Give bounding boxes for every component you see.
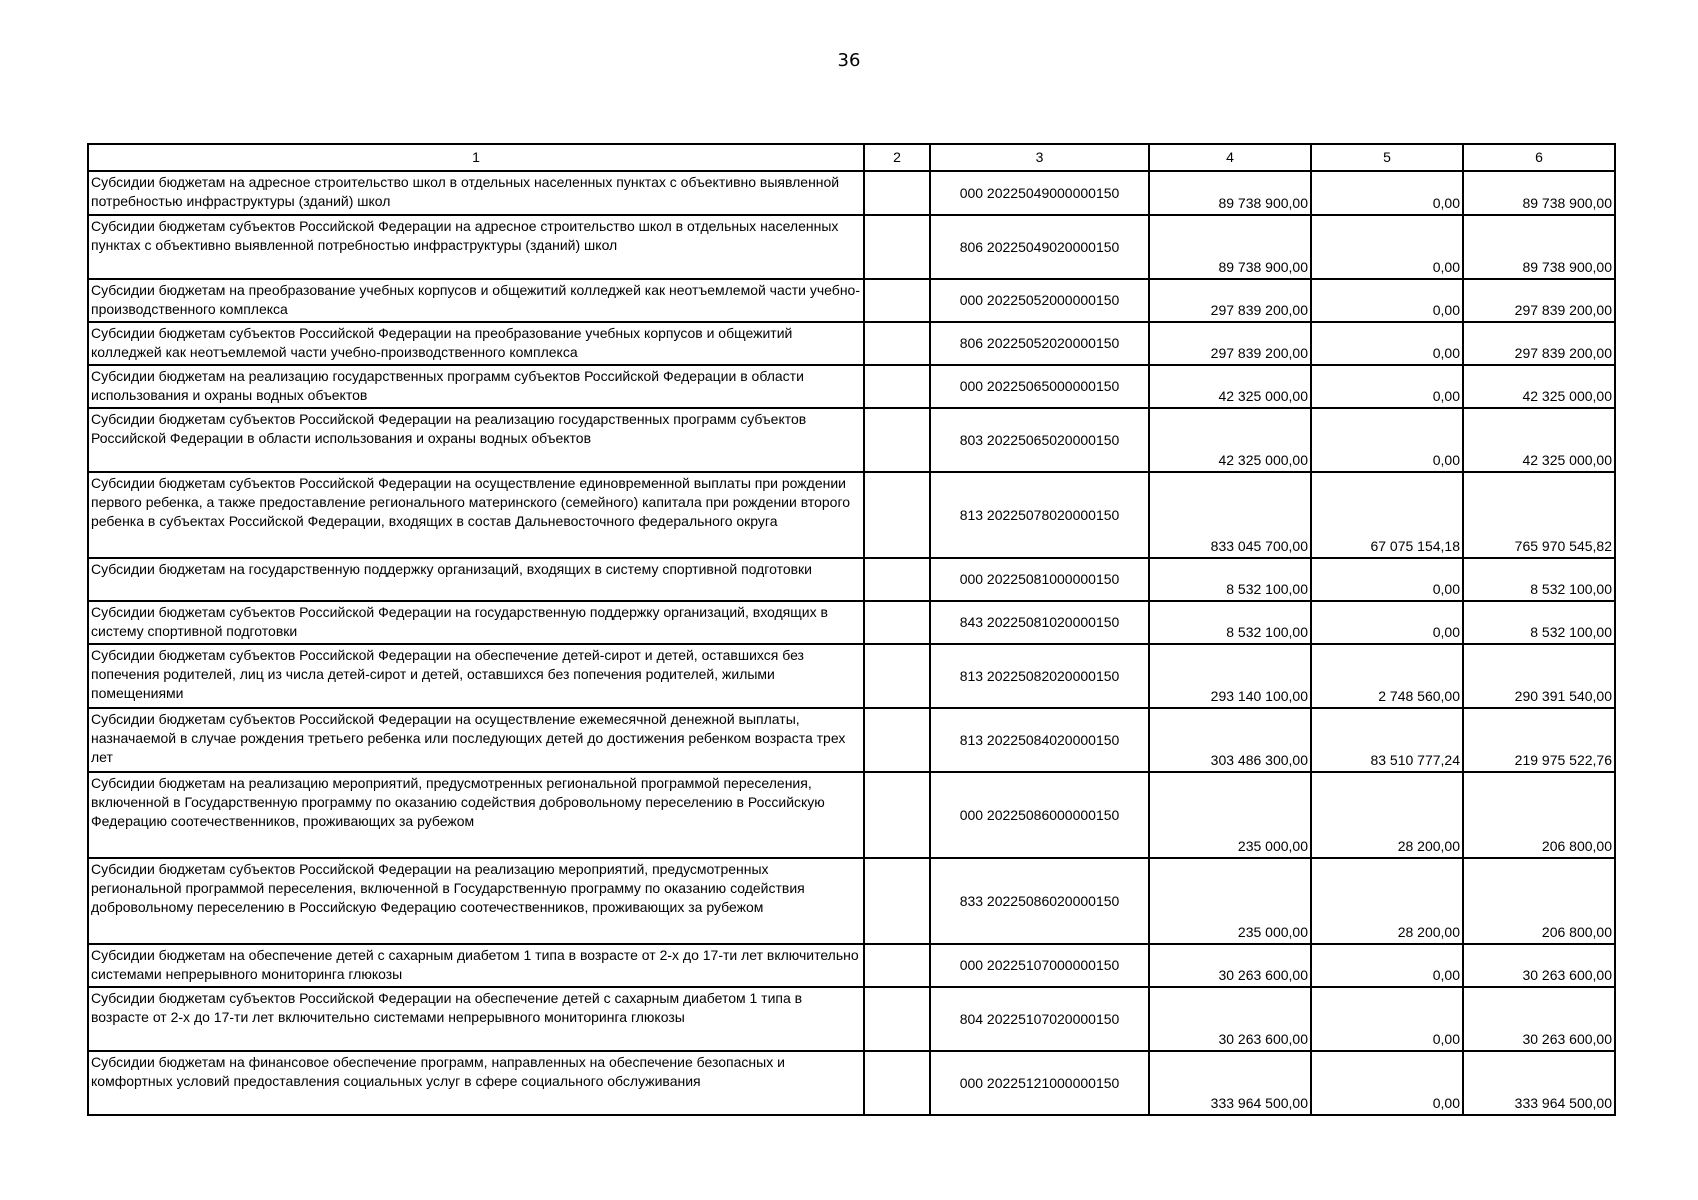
- table-row: [88, 472, 1615, 558]
- row-col-2: [864, 215, 930, 279]
- row-col-6: 333 964 500,00: [1463, 1051, 1615, 1115]
- row-col-6: 206 800,00: [1463, 858, 1615, 944]
- row-name: Субсидии бюджетам на адресное строительство школ в отдельных населенных пунктах с объективно выявленной потребностью инфраструктуры (зданий) школ: [88, 171, 864, 215]
- table-row: [88, 987, 1615, 1051]
- row-col-2: [864, 601, 930, 644]
- row-col-4: 235 000,00: [1149, 772, 1311, 858]
- row-name: Субсидии бюджетам субъектов Российской Федерации на адресное строительство школ в отдельных населенных пунктах с объективно выявленной потребностью инфраструктуры (зданий) школ: [88, 215, 864, 279]
- row-name: Субсидии бюджетам субъектов Российской Федерации на обеспечение детей-сирот и детей, оставшихся без попечения родителей, лиц из числа детей-сирот и детей, оставшихся без попечения родителей, жилыми помещениями: [88, 644, 864, 708]
- page-number: 36: [837, 50, 861, 71]
- table-row: [88, 171, 1615, 215]
- row-col-2: [864, 987, 930, 1051]
- header-col-6: 6: [1463, 144, 1615, 171]
- row-col-5: 0,00: [1311, 1051, 1463, 1115]
- row-col-2: [864, 408, 930, 472]
- row-name: Субсидии бюджетам на финансовое обеспечение программ, направленных на обеспечение безопасных и комфортных условий предоставления социальных услуг в сфере социального обслуживания: [88, 1051, 864, 1115]
- row-col-5: 2 748 560,00: [1311, 644, 1463, 708]
- row-col-6: 42 325 000,00: [1463, 408, 1615, 472]
- row-code: 813 20225078020000150: [930, 472, 1149, 558]
- row-col-2: [864, 644, 930, 708]
- table-row: [88, 1051, 1615, 1115]
- row-col-5: 67 075 154,18: [1311, 472, 1463, 558]
- table-row: [88, 408, 1615, 472]
- budget-table: [87, 143, 1616, 1116]
- row-code: 000 20225049000000150: [930, 171, 1149, 215]
- row-name: Субсидии бюджетам субъектов Российской Федерации на реализацию государственных программ субъектов Российской Федерации в области использования и охраны водных объектов: [88, 408, 864, 472]
- header-row: [88, 144, 1615, 171]
- row-code: 813 20225082020000150: [930, 644, 1149, 708]
- row-col-4: 833 045 700,00: [1149, 472, 1311, 558]
- row-col-5: 0,00: [1311, 215, 1463, 279]
- row-col-6: 30 263 600,00: [1463, 987, 1615, 1051]
- row-col-2: [864, 1051, 930, 1115]
- row-col-6: 89 738 900,00: [1463, 171, 1615, 215]
- row-col-6: 297 839 200,00: [1463, 322, 1615, 365]
- row-col-4: 89 738 900,00: [1149, 171, 1311, 215]
- row-col-6: 206 800,00: [1463, 772, 1615, 858]
- row-code: 803 20225065020000150: [930, 408, 1149, 472]
- row-name: Субсидии бюджетам на государственную поддержку организаций, входящих в систему спортивной подготовки: [88, 558, 864, 601]
- row-col-2: [864, 279, 930, 322]
- row-code: 804 20225107020000150: [930, 987, 1149, 1051]
- row-col-5: 0,00: [1311, 365, 1463, 408]
- row-col-2: [864, 858, 930, 944]
- row-col-2: [864, 772, 930, 858]
- table-row: [88, 644, 1615, 708]
- row-col-6: 30 263 600,00: [1463, 944, 1615, 987]
- row-col-4: 293 140 100,00: [1149, 644, 1311, 708]
- row-col-4: 333 964 500,00: [1149, 1051, 1311, 1115]
- row-code: 833 20225086020000150: [930, 858, 1149, 944]
- table-row: [88, 279, 1615, 322]
- table-row: [88, 322, 1615, 365]
- row-col-5: 0,00: [1311, 322, 1463, 365]
- row-code: 000 20225121000000150: [930, 1051, 1149, 1115]
- table-row: [88, 708, 1615, 772]
- row-col-6: 42 325 000,00: [1463, 365, 1615, 408]
- row-code: 000 20225086000000150: [930, 772, 1149, 858]
- row-col-2: [864, 944, 930, 987]
- row-col-4: 30 263 600,00: [1149, 944, 1311, 987]
- row-col-4: 303 486 300,00: [1149, 708, 1311, 772]
- row-col-4: 89 738 900,00: [1149, 215, 1311, 279]
- row-col-6: 89 738 900,00: [1463, 215, 1615, 279]
- header-col-5: 5: [1311, 144, 1463, 171]
- table-row: [88, 558, 1615, 601]
- row-col-6: 8 532 100,00: [1463, 558, 1615, 601]
- row-name: Субсидии бюджетам субъектов Российской Федерации на осуществление единовременной выплаты при рождении первого ребенка, а также предоставление регионального материнского (семейного) капитала при рождении второго ребенка в субъектах Российской Федерации, входящих в состав Дальневосточного федерального округа: [88, 472, 864, 558]
- row-col-5: 0,00: [1311, 408, 1463, 472]
- row-name: Субсидии бюджетам на реализацию мероприятий, предусмотренных региональной программой переселения, включенной в Государственную программу по оказанию содействия добровольному переселению в Российскую Федерацию соотечественников, проживающих за рубежом: [88, 772, 864, 858]
- row-col-5: 0,00: [1311, 944, 1463, 987]
- row-col-6: 765 970 545,82: [1463, 472, 1615, 558]
- table-row: [88, 365, 1615, 408]
- row-col-2: [864, 322, 930, 365]
- row-col-6: 8 532 100,00: [1463, 601, 1615, 644]
- row-name: Субсидии бюджетам на реализацию государственных программ субъектов Российской Федерации в области использования и охраны водных объектов: [88, 365, 864, 408]
- header-col-1: 1: [88, 144, 864, 171]
- row-col-4: 30 263 600,00: [1149, 987, 1311, 1051]
- table-row: [88, 858, 1615, 944]
- row-col-5: 83 510 777,24: [1311, 708, 1463, 772]
- row-col-4: 297 839 200,00: [1149, 322, 1311, 365]
- table-row: [88, 944, 1615, 987]
- row-col-2: [864, 558, 930, 601]
- row-col-5: 0,00: [1311, 987, 1463, 1051]
- row-col-4: 8 532 100,00: [1149, 601, 1311, 644]
- row-col-6: 297 839 200,00: [1463, 279, 1615, 322]
- header-col-4: 4: [1149, 144, 1311, 171]
- row-code: 843 20225081020000150: [930, 601, 1149, 644]
- table-row: [88, 601, 1615, 644]
- row-name: Субсидии бюджетам на преобразование учебных корпусов и общежитий колледжей как неотъемлемой части учебно-производственного комплекса: [88, 279, 864, 322]
- row-col-2: [864, 708, 930, 772]
- table-row: [88, 772, 1615, 858]
- row-code: 806 20225052020000150: [930, 322, 1149, 365]
- row-code: 813 20225084020000150: [930, 708, 1149, 772]
- table-row: [88, 215, 1615, 279]
- row-code: 000 20225065000000150: [930, 365, 1149, 408]
- header-col-2: 2: [864, 144, 930, 171]
- row-name: Субсидии бюджетам субъектов Российской Федерации на осуществление ежемесячной денежной выплаты, назначаемой в случае рождения третьего ребенка или последующих детей до достижения ребенком возраста трех лет: [88, 708, 864, 772]
- row-col-2: [864, 171, 930, 215]
- row-col-5: 0,00: [1311, 171, 1463, 215]
- row-name: Субсидии бюджетам субъектов Российской Федерации на обеспечение детей с сахарным диабетом 1 типа в возрасте от 2-х до 17-ти лет включительно системами непрерывного мониторинга глюкозы: [88, 987, 864, 1051]
- row-name: Субсидии бюджетам субъектов Российской Федерации на реализацию мероприятий, предусмотренных региональной программой переселения, включенной в Государственную программу по оказанию содействия добровольному переселению в Российскую Федерацию соотечественников, проживающих за рубежом: [88, 858, 864, 944]
- row-col-6: 290 391 540,00: [1463, 644, 1615, 708]
- row-name: Субсидии бюджетам субъектов Российской Федерации на государственную поддержку организаций, входящих в систему спортивной подготовки: [88, 601, 864, 644]
- row-col-4: 42 325 000,00: [1149, 408, 1311, 472]
- row-code: 806 20225049020000150: [930, 215, 1149, 279]
- row-code: 000 20225107000000150: [930, 944, 1149, 987]
- row-col-4: 8 532 100,00: [1149, 558, 1311, 601]
- row-code: 000 20225081000000150: [930, 558, 1149, 601]
- row-col-4: 42 325 000,00: [1149, 365, 1311, 408]
- row-col-5: 28 200,00: [1311, 858, 1463, 944]
- row-name: Субсидии бюджетам субъектов Российской Федерации на преобразование учебных корпусов и общежитий колледжей как неотъемлемой части учебно-производственного комплекса: [88, 322, 864, 365]
- row-col-4: 297 839 200,00: [1149, 279, 1311, 322]
- row-col-2: [864, 365, 930, 408]
- row-col-5: 0,00: [1311, 279, 1463, 322]
- row-code: 000 20225052000000150: [930, 279, 1149, 322]
- row-name: Субсидии бюджетам на обеспечение детей с сахарным диабетом 1 типа в возрасте от 2-х до 17-ти лет включительно системами непрерывного мониторинга глюкозы: [88, 944, 864, 987]
- row-col-5: 0,00: [1311, 601, 1463, 644]
- header-col-3: 3: [930, 144, 1149, 171]
- row-col-5: 0,00: [1311, 558, 1463, 601]
- row-col-2: [864, 472, 930, 558]
- row-col-6: 219 975 522,76: [1463, 708, 1615, 772]
- row-col-4: 235 000,00: [1149, 858, 1311, 944]
- row-col-5: 28 200,00: [1311, 772, 1463, 858]
